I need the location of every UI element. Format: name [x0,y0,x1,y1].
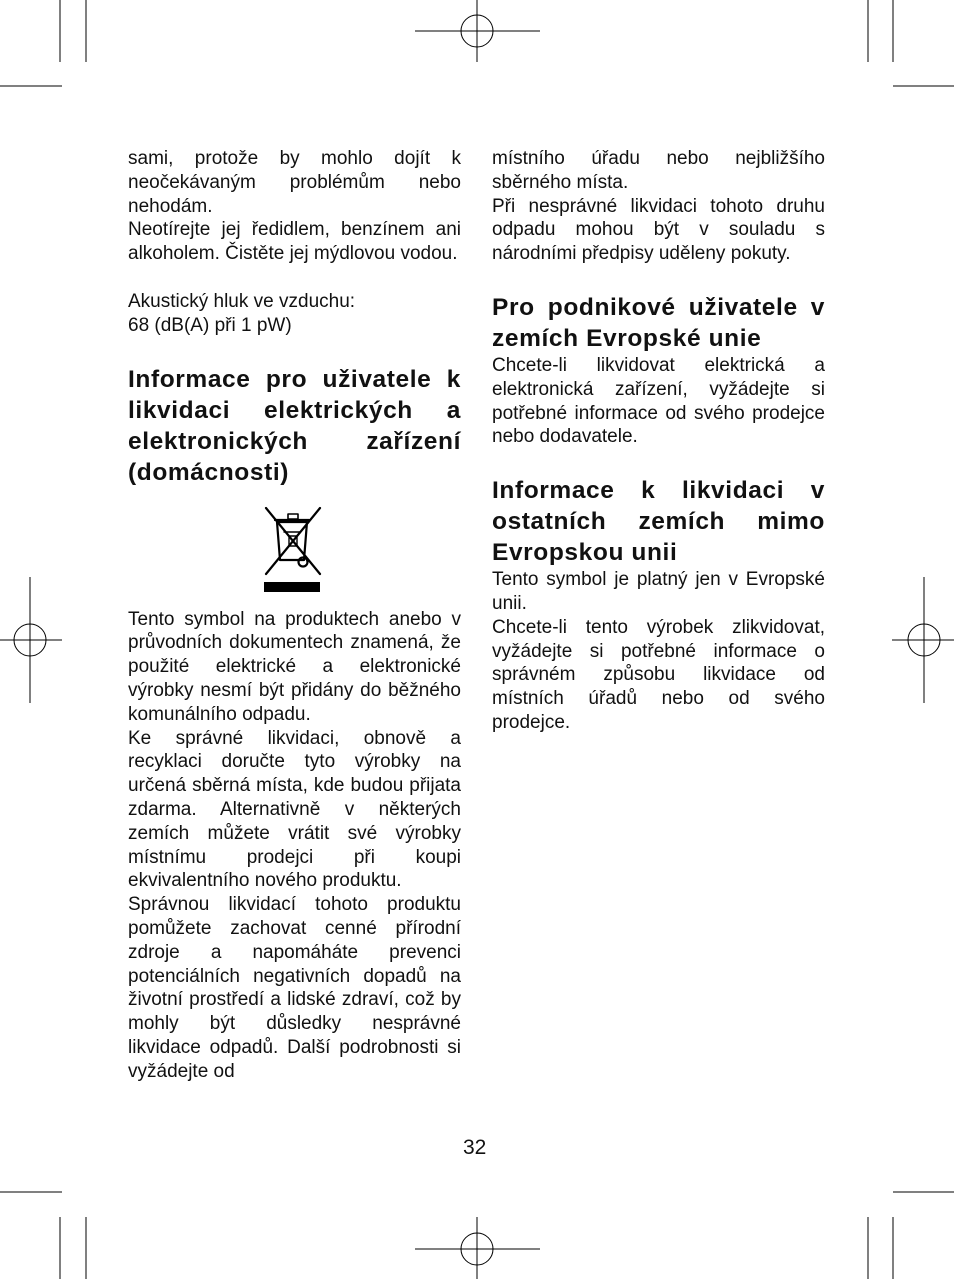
section-heading-business-users: Pro podnikové uživatele v zemích Evropské unie [492,293,825,352]
spacer [492,266,825,292]
acoustic-noise-value: 68 (dB(A) při 1 pW) [128,314,292,336]
acoustic-noise-label: Akustický hluk ve vzduchu: [128,290,356,312]
left-column [128,147,461,1084]
spacer [128,266,461,290]
section-heading-non-eu: Informace k likvidaci v ostatních zemích mimo Evropskou unii [492,477,825,567]
paragraph-local-office: místního úřadu nebo nejbližšího sběrného místa. [492,148,825,193]
section-heading-household-disposal: Informace pro uživatele k likvidaci elektrických a elektronických zařízení (domácnosti) [128,365,461,486]
paragraph-eu-only: Tento symbol je platný jen v Evropské unii. [492,569,825,614]
page-number: 32 [463,1136,487,1159]
paragraph-business-disposal: Chcete-li likvidovat elektrická a elektronická zařízení, vyžádejte si potřebné informace od svého prodejce nebo dodavatele. [492,354,825,448]
crossed-out-wheelie-bin-icon [262,502,326,598]
paragraph-non-eu-disposal: Chcete-li tento výrobek zlikvidovat, vyžádejte si potřebné informace o správném způsobu likvidace od místních úřadů nebo od svého prodejce. [492,616,825,733]
paragraph-collection-points: Ke správné likvidaci, obnově a recyklaci doručte tyto výrobky na určená sběrná místa, kde budou přijata zdarma. Alternativně v některých zemích můžete vrátit své výrobky místnímu prodejci při koupi ekvivalentního nového produktu. [128,727,461,892]
paragraph-safety: sami, protože by mohlo dojít k neočekávaným problémům nebo nehodám. [128,148,461,217]
paragraph-symbol-meaning: Tento symbol na produktech anebo v průvodních dokumentech znamená, že použité elektrické a elektronické výrobky nesmí být přidány do běžného komunálního odpadu. [128,608,461,725]
weee-symbol [128,502,461,602]
paragraph-environment: Správnou likvidací tohoto produktu pomůžete zachovat cenné přírodní zdroje a napomáháte prevenci potenciálních negativních dopadů na životní prostředí a lidské zdraví, což by mohly být důsledky nesprávné likvidace odpadů. Další podrobnosti si vyžádejte od [128,894,461,1082]
paragraph-fines: Při nesprávné likvidaci tohoto druhu odpadu mohou být v souladu s národními předpisy uděleny pokuty. [492,195,825,265]
spacer [492,449,825,475]
paragraph-cleaning: Neotírejte jej ředidlem, benzínem ani alkoholem. Čistěte jej mýdlovou vodou. [128,219,461,265]
right-column [492,147,825,735]
spacer [128,338,461,364]
